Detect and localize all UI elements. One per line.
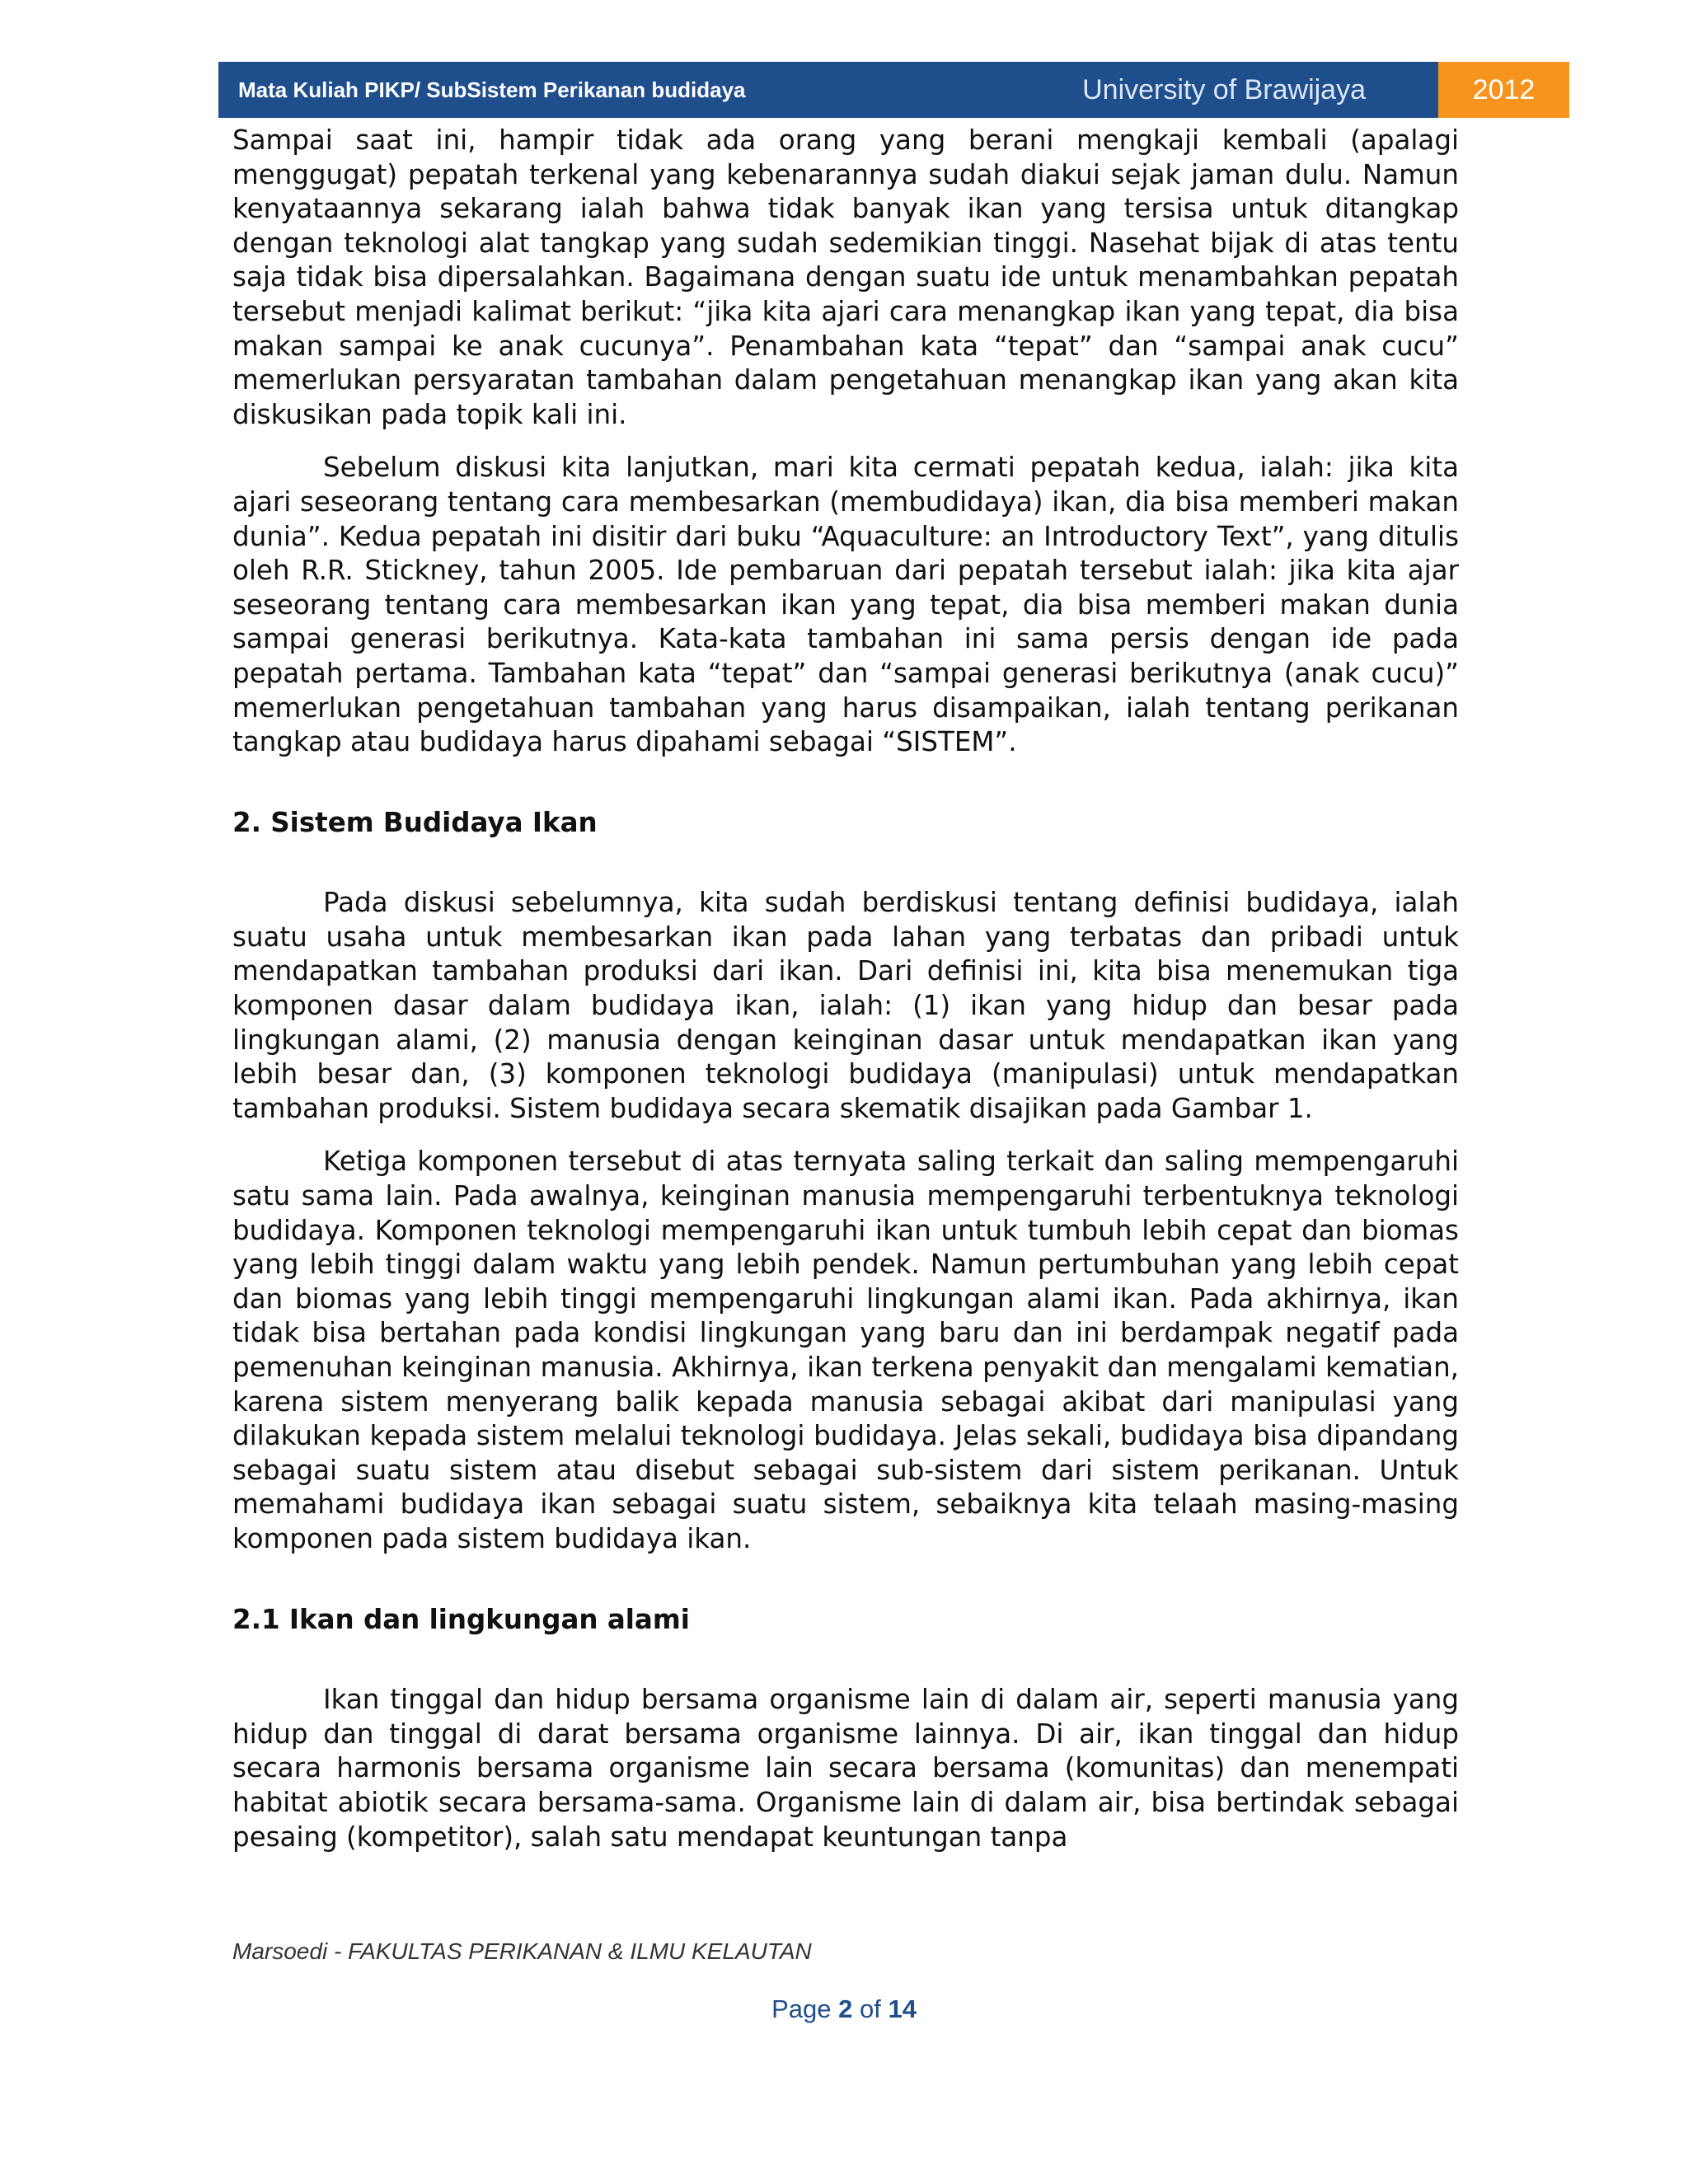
footer-author: Marsoedi - FAKULTAS PERIKANAN & ILMU KELAUTAN — [232, 1938, 812, 1964]
paragraph-3: Pada diskusi sebelumnya, kita sudah berdiskusi tentang definisi budidaya, ialah suatu usaha untuk membesarkan ikan pada lahan yang terbatas dan pribadi untuk mendapatkan tambahan produksi dari ikan. Dari definisi ini, kita bisa menemukan tiga komponen dasar dalam budidaya ikan, ialah: (1) ikan yang hidup dan besar pada lingkungan alami, (2) manusia dengan keinginan dasar untuk mendapatkan ikan yang lebih besar dan, (3) komponen teknologi budidaya (manipulasi) untuk mendapatkan tambahan produksi. Sistem budidaya secara skematik disajikan pada Gambar 1. — [232, 887, 1459, 1124]
year-badge: 2012 — [1438, 62, 1569, 118]
section-heading-2: 2. Sistem Budidaya Ikan — [232, 806, 598, 838]
paragraph-2: Sebelum diskusi kita lanjutkan, mari kita cermati pepatah kedua, ialah: jika kita ajari seseorang tentang cara membesarkan (membudidaya) ikan, dia bisa memberi makan dunia”. Kedua pepatah ini disitir dari buku “Aquaculture: an Introductory Text”, yang ditulis oleh R.R. Stickney, tahun 2005. Ide pembaruan dari pepatah tersebut ialah: jika kita ajar seseorang tentang cara membesarkan ikan yang tepat, dia bisa memberi makan dunia sampai generasi berikutnya. Kata-kata tambahan ini sama persis dengan ide pada pepatah pertama. Tambahan kata “tepat” dan “sampai generasi berikutnya (anak cucu)” memerlukan pengetahuan tambahan yang harus disampaikan, ialah tentang perikanan tangkap atau budidaya harus dipahami sebagai “SISTEM”. — [232, 452, 1459, 758]
page-word: Page — [771, 1994, 832, 2023]
paragraph-1: Sampai saat ini, hampir tidak ada orang yang berani mengkaji kembali (apalagi menggugat) pepatah terkenal yang kebenarannya sudah diakui sejak jaman dulu. Namun kenyataannya sekarang ialah bahwa tidak banyak ikan yang tersisa untuk ditangkap dengan teknologi alat tangkap yang sudah sedemikian tinggi. Nasehat bijak di atas tentu saja tidak bisa dipersalahkan. Bagaimana dengan suatu ide untuk menambahkan pepatah tersebut menjadi kalimat berikut: “jika kita ajari cara menangkap ikan yang tepat, dia bisa makan sampai ke anak cucunya”. Penambahan kata “tepat” dan “sampai anak cucu” memerlukan persyaratan tambahan dalam pengetahuan menangkap ikan yang akan kita diskusikan pada topik kali ini. — [232, 124, 1459, 430]
section-heading-2-1: 2.1 Ikan dan lingkungan alami — [232, 1603, 690, 1635]
paragraph-5: Ikan tinggal dan hidup bersama organisme lain di dalam air, seperti manusia yang hidup dan tinggal di darat bersama organisme lainnya. Di air, ikan tinggal dan hidup secara harmonis bersama organisme lain secara bersama (komunitas) dan menempati habitat abiotik secara bersama-sama. Organisme lain di dalam air, bisa bertindak sebagai pesaing (kompetitor), salah satu mendapat keuntungan tanpa — [232, 1684, 1459, 1853]
document-body — [232, 124, 1459, 1854]
course-title: Mata Kuliah PIKP/ SubSistem Perikanan budidaya — [238, 77, 746, 102]
page-current: 2 — [838, 1994, 853, 2023]
page-total: 14 — [888, 1994, 917, 2023]
page-number — [0, 1994, 1688, 2024]
paragraph-4: Ketiga komponen tersebut di atas ternyata saling terkait dan saling mempengaruhi satu sama lain. Pada awalnya, keinginan manusia mempengaruhi terbentuknya teknologi budidaya. Komponen teknologi mempengaruhi ikan untuk tumbuh lebih cepat dan biomas yang lebih tinggi dalam waktu yang lebih pendek. Namun pertumbuhan yang lebih cepat dan biomas yang lebih tinggi mempengaruhi lingkungan alami ikan. Pada akhirnya, ikan tidak bisa bertahan pada kondisi lingkungan yang baru dan ini berdampak negatif pada pemenuhan keinginan manusia. Akhirnya, ikan terkena penyakit dan mengalami kematian, karena sistem menyerang balik kepada manusia sebagai akibat dari manipulasi yang dilakukan kepada sistem melalui teknologi budidaya. Jelas sekali, budidaya bisa dipandang sebagai suatu sistem atau disebut sebagai sub-sistem dari sistem perikanan. Untuk memahami budidaya ikan sebagai suatu sistem, sebaiknya kita telaah masing-masing komponen pada sistem budidaya ikan. — [232, 1146, 1459, 1554]
page-of: of — [859, 1994, 881, 2023]
header-bar — [218, 62, 1438, 118]
page-header — [218, 62, 1569, 118]
university-name: University of Brawijaya — [1082, 73, 1366, 105]
